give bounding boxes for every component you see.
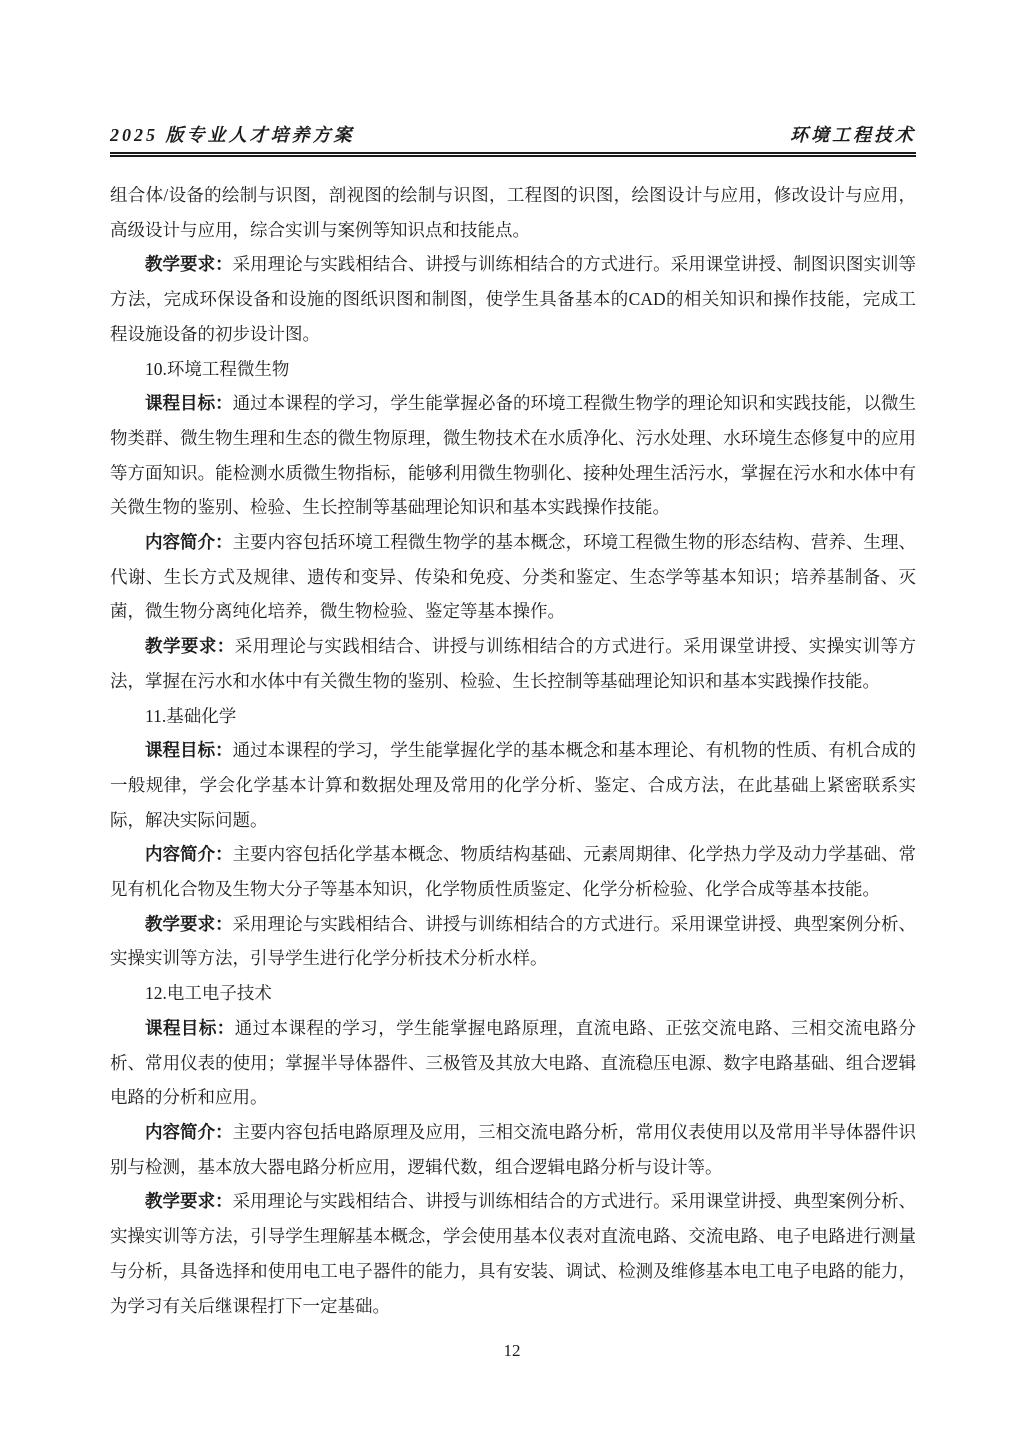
paragraph-text: 组合体/设备的绘制与识图，剖视图的绘制与识图，工程图的识图，绘图设计与应用，修改设计与应用，高级设计与应用，综合实训与案例等知识点和技能点。 <box>110 185 916 240</box>
paragraph-label: 教学要求： <box>145 1191 233 1212</box>
page-number: 12 <box>503 1341 521 1360</box>
paragraph-text: 主要内容包括电路原理及应用，三相交流电路分析，常用仪表使用以及常用半导体器件识别与检测，基本放大器电路分析应用，逻辑代数，组合逻辑电路分析与设计等。 <box>110 1121 917 1177</box>
paragraph <box>110 386 916 525</box>
paragraph <box>110 837 916 906</box>
paragraph <box>110 1115 916 1184</box>
paragraph <box>110 247 916 351</box>
paragraph-text: 11.基础化学 <box>145 705 237 726</box>
section-heading <box>110 352 916 387</box>
header-title-left: 2025 版专业人才培养方案 <box>110 125 355 145</box>
paragraph <box>110 1184 916 1323</box>
paragraph-label: 内容简介： <box>145 844 233 865</box>
paragraph-label: 课程目标： <box>145 1017 235 1038</box>
section-heading <box>110 699 916 734</box>
paragraph-label: 内容简介： <box>145 532 233 553</box>
paragraph-text: 通过本课程的学习，学生能掌握电路原理，直流电路、正弦交流电路、三相交流电路分析、常用仪表的使用；掌握半导体器件、三极管及其放大电路、直流稳压电源、数字电路基础、组合逻辑电路的分析和应用。 <box>110 1017 916 1108</box>
paragraph-label: 课程目标： <box>145 393 233 414</box>
page-footer <box>0 1341 1024 1361</box>
paragraph-text: 通过本课程的学习，学生能掌握化学的基本概念和基本理论、有机物的性质、有机合成的一般规律，学会化学基本计算和数据处理及常用的化学分析、鉴定、合成方法，在此基础上紧密联系实际，解决实际问题。 <box>110 740 917 830</box>
paragraph <box>110 907 916 976</box>
paragraph-text: 10.环境工程微生物 <box>145 358 290 379</box>
paragraph <box>110 525 916 629</box>
document-body <box>110 178 916 1323</box>
paragraph-label: 内容简介： <box>145 1121 233 1142</box>
paragraph-label: 教学要求： <box>145 254 233 275</box>
section-heading <box>110 976 916 1011</box>
paragraph-label: 教学要求： <box>145 913 233 934</box>
paragraph <box>110 1011 916 1115</box>
paragraph-text: 采用理论与实践相结合、讲授与训练相结合的方式进行。采用课堂讲授、典型案例分析、实操实训等方法，引导学生理解基本概念，学会使用基本仪表对直流电路、交流电路、电子电路进行测量与分析，具备选择和使用电工电子器件的能力，具有安装、调试、检测及维修基本电工电子电路的能力，为学习有关后继课程打下一定基础。 <box>110 1191 917 1316</box>
paragraph <box>110 733 916 837</box>
paragraph-text: 采用理论与实践相结合、讲授与训练相结合的方式进行。采用课堂讲授、制图识图实训等方法，完成环保设备和设施的图纸识图和制图，使学生具备基本的CAD的相关知识和操作技能，完成工程设施设备的初步设计图。 <box>110 254 917 344</box>
paragraph-label: 课程目标： <box>145 740 233 761</box>
paragraph-text: 12.电工电子技术 <box>145 983 272 1004</box>
paragraph-label: 教学要求： <box>145 636 235 657</box>
paragraph-text: 采用理论与实践相结合、讲授与训练相结合的方式进行。采用课堂讲授、实操实训等方法，掌握在污水和水体中有关微生物的鉴别、检验、生长控制等基础理论知识和基本实践操作技能。 <box>110 636 916 691</box>
paragraph <box>110 178 916 247</box>
header-title-right: 环境工程技术 <box>790 125 916 145</box>
paragraph-text: 主要内容包括环境工程微生物学的基本概念，环境工程微生物的形态结构、营养、生理、代谢、生长方式及规律、遗传和变异、传染和免疫、分类和鉴定、生态学等基本知识；培养基制备、灭菌，微生物分离纯化培养，微生物检验、鉴定等基本操作。 <box>110 532 917 622</box>
header-double-rule <box>110 152 916 157</box>
paragraph-text: 采用理论与实践相结合、讲授与训练相结合的方式进行。采用课堂讲授、典型案例分析、实操实训等方法，引导学生进行化学分析技术分析水样。 <box>110 913 917 969</box>
paragraph-text: 主要内容包括化学基本概念、物质结构基础、元素周期律、化学热力学及动力学基础、常见有机化合物及生物大分子等基本知识，化学物质性质鉴定、化学分析检验、化学合成等基本技能。 <box>110 844 917 900</box>
paragraph <box>110 629 916 698</box>
paragraph-text: 通过本课程的学习，学生能掌握必备的环境工程微生物学的理论知识和实践技能，以微生物类群、微生物生理和生态的微生物原理，微生物技术在水质净化、污水处理、水环境生态修复中的应用等方面知识。能检测水质微生物指标，能够利用微生物驯化、接种处理生活污水，掌握在污水和水体中有关微生物的鉴别、检验、生长控制等基础理论知识和基本实践操作技能。 <box>110 393 917 518</box>
page-header <box>110 121 916 152</box>
